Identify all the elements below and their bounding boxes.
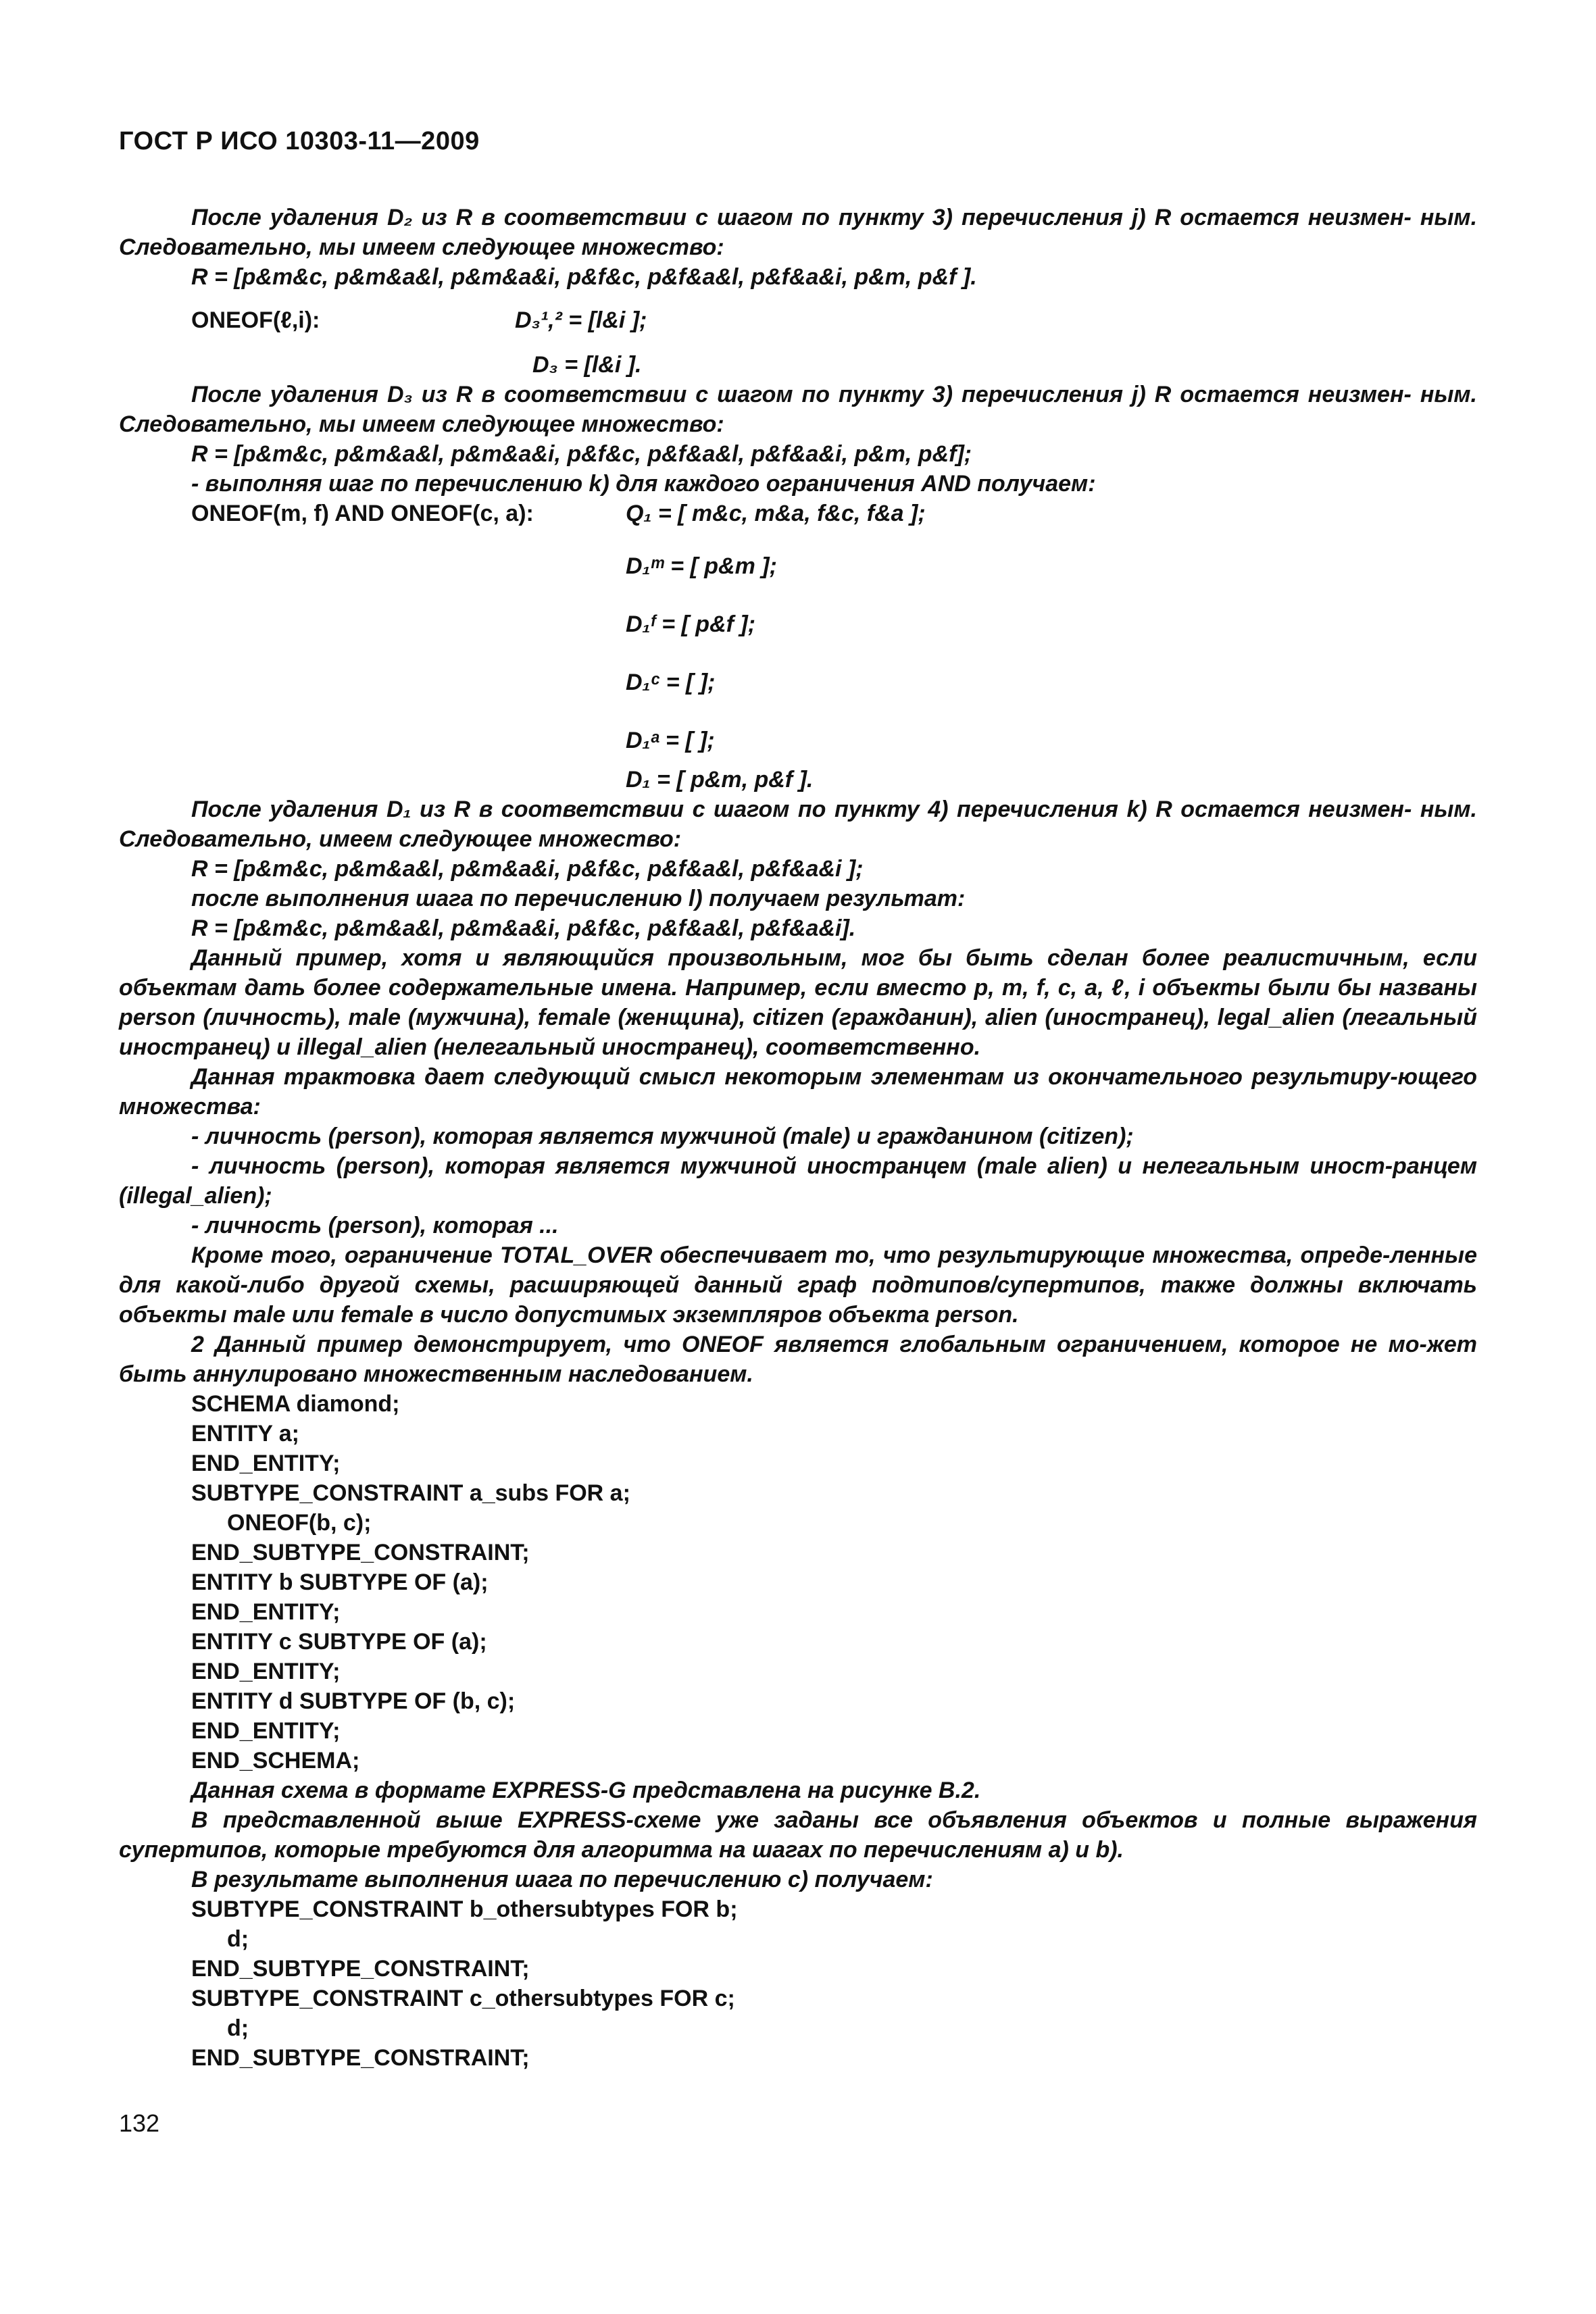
code-line: ONEOF(b, c); xyxy=(227,1510,372,1536)
code-line: END_ENTITY; xyxy=(191,1659,341,1684)
paragraph: Кроме того, ограничение TOTAL_OVER обеспечивает то, что результирующие множества, опреде-ленные для какой-либо другой схемы, расширяющей данный граф подтипов/супертипов, также должны включать объекты male или female в число допустимых экземпляров объекта person. xyxy=(119,1242,1477,1328)
formula-row: D₁ᶠ = [ p&f ]; xyxy=(626,611,756,637)
code-line: ENTITY c SUBTYPE OF (a); xyxy=(191,1629,487,1655)
code-line: SUBTYPE_CONSTRAINT b_othersubtypes FOR b; xyxy=(191,1896,738,1922)
formula-line: R = [p&m&c, p&m&a&l, p&m&a&i, p&f&c, p&f&a&l, p&f&a&i, p&m, p&f ]. xyxy=(191,264,977,290)
formula-line: R = [p&m&c, p&m&a&l, p&m&a&i, p&f&c, p&f&a&l, p&f&a&i]. xyxy=(191,915,856,941)
formula-row: D₁ᵃ = [ ]; xyxy=(626,728,715,753)
paragraph: Данная трактовка дает следующий смысл некоторым элементам из окончательного результиру-ющего множества: xyxy=(119,1064,1477,1120)
list-item: - личность (person), которая является мужчиной (male) и гражданином (citizen); xyxy=(191,1124,1134,1149)
paragraph: После удаления D₂ из R в соответствии с шагом по пункту 3) перечисления j) R остается неизмен- ным. Следовательно, мы имеем следующее множество: xyxy=(119,205,1478,260)
code-block xyxy=(119,1389,1477,1776)
page-number: 132 xyxy=(119,2109,160,2137)
code-line: END_SUBTYPE_CONSTRAINT; xyxy=(191,1540,530,1565)
code-line: ENTITY d SUBTYPE OF (b, c); xyxy=(191,1688,516,1714)
code-line: END_ENTITY; xyxy=(191,1451,341,1476)
paragraph: После удаления D₁ из R в соответствии с шагом по пункту 4) перечисления k) R остается неизмен- ным. Следовательно, имеем следующее множество: xyxy=(119,797,1477,852)
paragraph: Данная схема в формате EXPRESS-G представлена на рисунке B.2. xyxy=(191,1778,981,1803)
code-line: END_ENTITY; xyxy=(191,1718,341,1744)
formula-row: D₁ = [ p&m, p&f ]. xyxy=(626,767,814,793)
code-line: SUBTYPE_CONSTRAINT a_subs FOR a; xyxy=(191,1480,630,1506)
code-line: d; xyxy=(227,2015,249,2041)
text-line: - выполняя шаг по перечислению k) для каждого ограничения AND получаем: xyxy=(191,471,1096,497)
paragraph: В результате выполнения шага по перечислению c) получаем: xyxy=(191,1867,933,1892)
formula-row: ONEOF(m, f) AND ONEOF(c, a): Q₁ = [ m&c, m&a, f&c, f&a ]; xyxy=(191,501,926,526)
text-line: после выполнения шага по перечислению l) получаем результат: xyxy=(191,886,966,911)
formula-row: D₁ᵐ = [ p&m ]; xyxy=(626,553,777,579)
paragraph: После удаления D₃ из R в соответствии с шагом по пункту 3) перечисления j) R остается неизмен- ным. Следовательно, мы имеем следующее множество: xyxy=(119,382,1477,437)
list-item: - личность (person), которая является мужчиной иностранцем (male alien) и нелегальным иност-ранцем (illegal_alien); xyxy=(119,1153,1477,1209)
code-line: END_SUBTYPE_CONSTRAINT; xyxy=(191,1956,530,1982)
note-paragraph: 2 Данный пример демонстрирует, что ONEOF является глобальным ограничением, которое не мо-жет быть аннулировано множественным наследованием. xyxy=(119,1332,1477,1387)
code-line: END_SUBTYPE_CONSTRAINT; xyxy=(191,2045,530,2071)
formula-line: R = [p&m&c, p&m&a&l, p&m&a&i, p&f&c, p&f&a&l, p&f&a&i ]; xyxy=(191,856,864,882)
list-item: - личность (person), которая ... xyxy=(191,1213,559,1238)
code-line: d; xyxy=(227,1926,249,1952)
formula-row: ONEOF(ℓ,i): D₃¹,² = [l&i ]; xyxy=(191,307,647,333)
page-header: ГОСТ Р ИСО 10303-11—2009 xyxy=(119,127,480,155)
code-line: END_ENTITY; xyxy=(191,1599,341,1625)
document-body xyxy=(119,203,1477,2073)
code-block xyxy=(119,1894,1477,2073)
code-line: END_SCHEMA; xyxy=(191,1748,360,1774)
formula-row: D₁ᶜ = [ ]; xyxy=(626,670,716,695)
code-line: ENTITY b SUBTYPE OF (a); xyxy=(191,1569,489,1595)
code-line: SCHEMA diamond; xyxy=(191,1391,400,1417)
paragraph: В представленной выше EXPRESS-схеме уже заданы все объявления объектов и полные выражения супертипов, которые требуются для алгоритма на шагах по перечислениям a) и b). xyxy=(119,1807,1477,1863)
code-line: SUBTYPE_CONSTRAINT c_othersubtypes FOR c; xyxy=(191,1986,735,2011)
formula-line: R = [p&m&c, p&m&a&l, p&m&a&i, p&f&c, p&f&a&l, p&f&a&i, p&m, p&f]; xyxy=(191,441,972,467)
paragraph: Данный пример, хотя и являющийся произвольным, мог бы быть сделан более реалистичным, если объектам дать более содержательные имена. Например, если вместо p, m, f, c, a, ℓ, i объекты были бы названы person (личность), male (мужчина), female (женщина), citizen (гражданин), alien (иностранец), legal_alien (легальный иностранец) и illegal_alien (нелегальный иностранец), соответственно. xyxy=(119,945,1477,1060)
formula-row: D₃ = [l&i ]. xyxy=(532,352,642,378)
code-line: ENTITY a; xyxy=(191,1421,299,1447)
